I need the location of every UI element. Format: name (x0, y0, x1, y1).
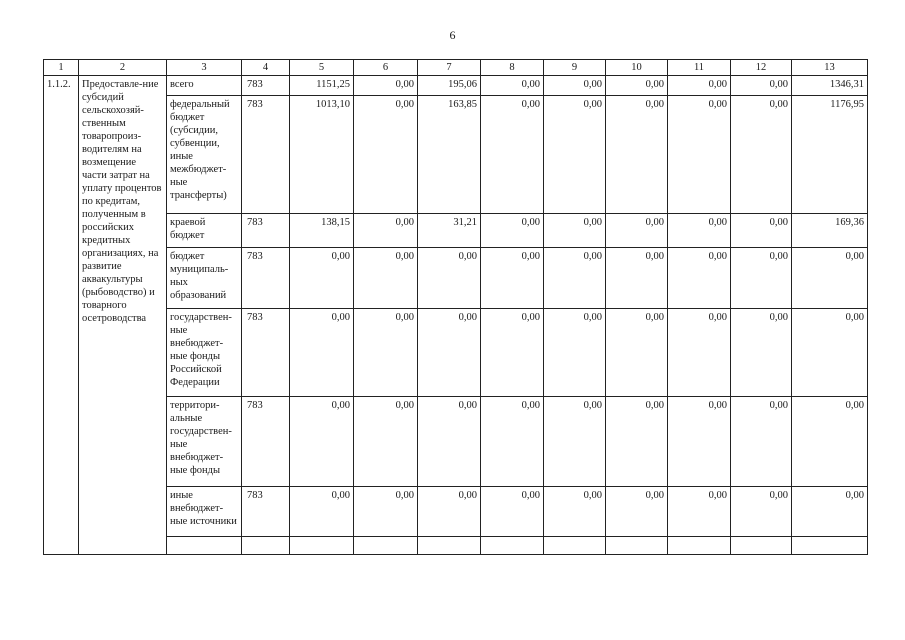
value-cell: 0,00 (731, 76, 792, 96)
value-cell: 0,00 (792, 397, 868, 487)
column-header: 11 (668, 60, 731, 76)
value-cell: 0,00 (544, 309, 606, 397)
value-cell: 0,00 (668, 214, 731, 248)
value-cell: 0,00 (668, 397, 731, 487)
value-cell: 0,00 (606, 214, 668, 248)
value-cell: 0,00 (668, 248, 731, 309)
page-number: 6 (449, 28, 456, 42)
code-cell: 783 (242, 76, 290, 96)
budget-table (43, 59, 868, 555)
value-cell: 0,00 (731, 309, 792, 397)
code-cell: 783 (242, 248, 290, 309)
column-header: 3 (167, 60, 242, 76)
funding-source: краевой бюджет (167, 214, 242, 248)
value-cell: 0,00 (731, 96, 792, 214)
table-row (44, 309, 868, 397)
table-row (44, 214, 868, 248)
value-cell: 0,00 (544, 487, 606, 537)
value-cell: 0,00 (792, 248, 868, 309)
value-cell: 0,00 (290, 248, 354, 309)
value-cell: 169,36 (792, 214, 868, 248)
value-cell: 0,00 (544, 397, 606, 487)
value-cell: 0,00 (354, 96, 418, 214)
empty-cell (167, 537, 242, 555)
value-cell: 0,00 (606, 487, 668, 537)
value-cell: 0,00 (418, 487, 481, 537)
value-cell: 0,00 (290, 487, 354, 537)
column-header: 9 (544, 60, 606, 76)
column-header: 8 (481, 60, 544, 76)
table-row (44, 537, 868, 555)
value-cell: 0,00 (481, 309, 544, 397)
value-cell: 0,00 (418, 397, 481, 487)
value-cell: 0,00 (354, 487, 418, 537)
value-cell: 0,00 (606, 76, 668, 96)
funding-source: всего (167, 76, 242, 96)
value-cell: 0,00 (731, 397, 792, 487)
funding-source: территори-альные государствен-ные внебюджет-ные фонды (167, 397, 242, 487)
empty-cell (544, 537, 606, 555)
value-cell: 0,00 (792, 487, 868, 537)
funding-source: иные внебюджет-ные источники (167, 487, 242, 537)
value-cell: 195,06 (418, 76, 481, 96)
value-cell: 0,00 (731, 248, 792, 309)
value-cell: 0,00 (354, 397, 418, 487)
column-header: 7 (418, 60, 481, 76)
value-cell: 1176,95 (792, 96, 868, 214)
empty-cell (668, 537, 731, 555)
code-cell: 783 (242, 397, 290, 487)
funding-source: бюджет муниципаль-ных образований (167, 248, 242, 309)
table-row (44, 397, 868, 487)
value-cell: 163,85 (418, 96, 481, 214)
empty-cell (354, 537, 418, 555)
value-cell: 0,00 (544, 96, 606, 214)
value-cell: 0,00 (606, 309, 668, 397)
value-cell: 0,00 (418, 309, 481, 397)
code-cell: 783 (242, 487, 290, 537)
value-cell: 0,00 (544, 76, 606, 96)
empty-cell (242, 537, 290, 555)
value-cell: 0,00 (606, 96, 668, 214)
value-cell: 0,00 (481, 397, 544, 487)
empty-cell (792, 537, 868, 555)
value-cell: 0,00 (354, 76, 418, 96)
value-cell: 138,15 (290, 214, 354, 248)
table-row (44, 96, 868, 214)
column-header: 1 (44, 60, 79, 76)
value-cell: 0,00 (606, 397, 668, 487)
value-cell: 0,00 (731, 487, 792, 537)
empty-cell (731, 537, 792, 555)
value-cell: 0,00 (481, 96, 544, 214)
empty-cell (418, 537, 481, 555)
value-cell: 0,00 (668, 76, 731, 96)
empty-cell (481, 537, 544, 555)
value-cell: 0,00 (668, 309, 731, 397)
code-cell: 783 (242, 309, 290, 397)
value-cell: 0,00 (668, 487, 731, 537)
column-header: 5 (290, 60, 354, 76)
value-cell: 1013,10 (290, 96, 354, 214)
value-cell: 1346,31 (792, 76, 868, 96)
value-cell: 0,00 (481, 248, 544, 309)
column-header: 13 (792, 60, 868, 76)
value-cell: 0,00 (481, 214, 544, 248)
item-description: Предоставле-ние субсидий сельскохозяй-ственным товаропроиз-водителям на возмещение части затрат на уплату процентов по кредитам, полученным в российских кредитных организациях, на развитие аквакультуры (рыбоводство) и товарного осетроводства (79, 76, 167, 555)
value-cell: 0,00 (354, 248, 418, 309)
value-cell: 0,00 (290, 397, 354, 487)
value-cell: 0,00 (606, 248, 668, 309)
column-header: 12 (731, 60, 792, 76)
table-row (44, 487, 868, 537)
value-cell: 0,00 (668, 96, 731, 214)
empty-cell (290, 537, 354, 555)
value-cell: 0,00 (354, 309, 418, 397)
empty-cell (606, 537, 668, 555)
value-cell: 0,00 (731, 214, 792, 248)
value-cell: 0,00 (792, 309, 868, 397)
column-header: 2 (79, 60, 167, 76)
value-cell: 0,00 (418, 248, 481, 309)
table-row (44, 76, 868, 96)
item-number: 1.1.2. (44, 76, 79, 555)
funding-source: федеральный бюджет (субсидии, субвенции, иные межбюджет-ные трансферты) (167, 96, 242, 214)
value-cell: 0,00 (481, 76, 544, 96)
column-header: 10 (606, 60, 668, 76)
code-cell: 783 (242, 96, 290, 214)
column-header: 6 (354, 60, 418, 76)
value-cell: 0,00 (354, 214, 418, 248)
funding-source: государствен-ные внебюджет-ные фонды Российской Федерации (167, 309, 242, 397)
value-cell: 0,00 (481, 487, 544, 537)
table-row (44, 248, 868, 309)
value-cell: 1151,25 (290, 76, 354, 96)
header-row (44, 60, 868, 76)
column-header: 4 (242, 60, 290, 76)
value-cell: 0,00 (544, 248, 606, 309)
value-cell: 0,00 (544, 214, 606, 248)
value-cell: 31,21 (418, 214, 481, 248)
code-cell: 783 (242, 214, 290, 248)
value-cell: 0,00 (290, 309, 354, 397)
